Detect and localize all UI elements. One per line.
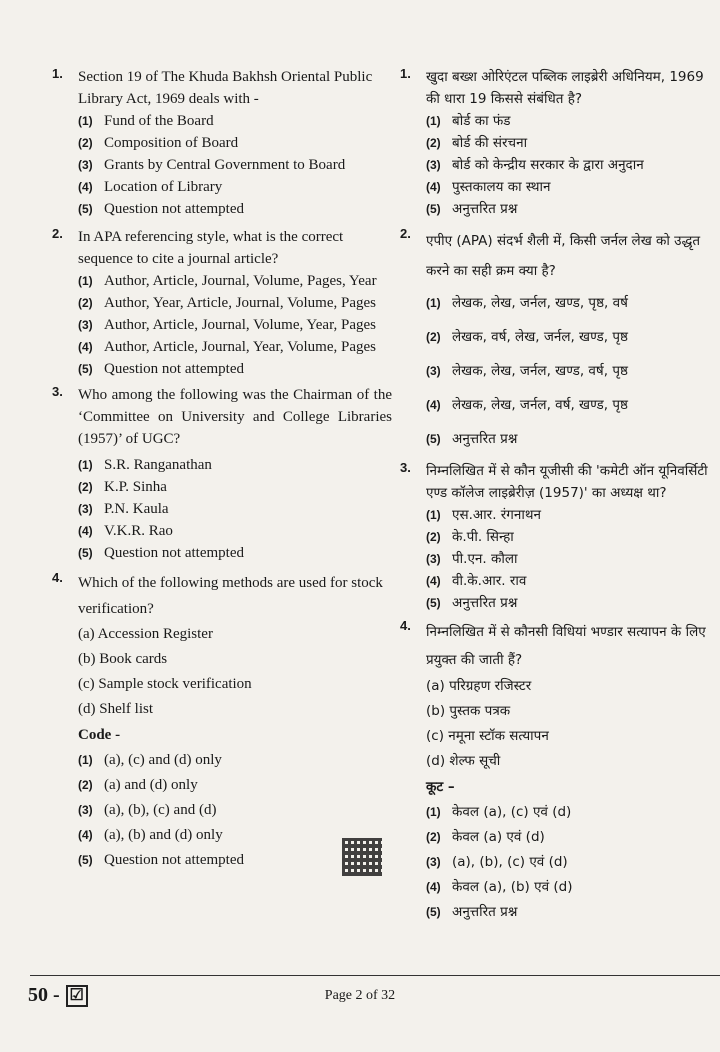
option-4: (4) केवल (a), (b) एवं (d) <box>426 879 573 895</box>
option-5: (5) अनुत्तरित प्रश्न <box>426 431 518 447</box>
option-4: (4) पुस्तकालय का स्थान <box>426 179 551 195</box>
option-4: (4) Author, Article, Journal, Year, Volume, Pages <box>78 339 376 355</box>
option-5: (5) Question not attempted <box>78 201 244 217</box>
item-c: (c) नमूना स्टॉक सत्यापन <box>426 728 549 744</box>
option-1: (1) S.R. Ranganathan <box>78 457 212 473</box>
question-text: निम्नलिखित में से कौन यूजीसी की 'कमेटी ऑन यूनिवर्सिटी एण्ड कॉलेज लाइब्रेरीज़ (1957)' का अध्यक्ष था? <box>426 463 708 501</box>
option-4: (4) लेखक, लेख, जर्नल, वर्ष, खण्ड, पृष्ठ <box>426 397 628 413</box>
option-2: (2) Composition of Board <box>78 135 239 151</box>
option-1: (1) बोर्ड का फंड <box>426 113 511 129</box>
option-2: (2) लेखक, वर्ष, लेख, जर्नल, खण्ड, पृष्ठ <box>426 329 628 345</box>
code-label: Code - <box>78 727 121 743</box>
option-5: (5) Question not attempted <box>78 361 244 377</box>
option-1: (1) केवल (a), (c) एवं (d) <box>426 804 572 820</box>
item-d: (d) Shelf list <box>78 701 153 717</box>
question-number: 4. <box>52 570 63 585</box>
option-1: (1) Fund of the Board <box>78 113 214 129</box>
item-c: (c) Sample stock verification <box>78 676 252 692</box>
question-4-en <box>52 570 392 873</box>
question-3-hi <box>400 460 720 614</box>
option-5: (5) अनुत्तरित प्रश्न <box>426 201 518 217</box>
option-3: (3) P.N. Kaula <box>78 501 169 517</box>
question-text: Who among the following was the Chairman of the ‘Committee on University and College Libraries (1957)’ of UGC? <box>78 387 392 447</box>
option-3: (3) (a), (b), (c) and (d) <box>78 802 217 818</box>
option-3: (3) लेखक, लेख, जर्नल, खण्ड, वर्ष, पृष्ठ <box>426 363 628 379</box>
question-text: Section 19 of The Khuda Bakhsh Oriental Public Library Act, 1969 deals with - <box>78 69 373 107</box>
option-4: (4) (a), (b) and (d) only <box>78 827 223 843</box>
item-d: (d) शेल्फ सूची <box>426 753 501 769</box>
option-2: (2) (a) and (d) only <box>78 777 198 793</box>
checkbox-icon: ☑ <box>66 985 88 1007</box>
option-4: (4) Location of Library <box>78 179 223 195</box>
question-text: एपीए (APA) संदर्भ शैली में, किसी जर्नल लेख को उद्धृत करने का सही क्रम क्या है? <box>426 233 701 279</box>
question-text: निम्नलिखित में से कौनसी विधियां भण्डार सत्यापन के लिए प्रयुक्त की जाती हैं? <box>426 624 706 668</box>
item-a: (a) परिग्रहण रजिस्टर <box>426 678 532 694</box>
paper-code-text: 50 - <box>28 984 60 1006</box>
option-3: (3) (a), (b), (c) एवं (d) <box>426 854 568 870</box>
question-number: 2. <box>400 226 411 241</box>
option-1: (1) एस.आर. रंगनाथन <box>426 507 542 523</box>
option-5: (5) Question not attempted <box>78 852 244 868</box>
item-b: (b) पुस्तक पत्रक <box>426 703 511 719</box>
option-2: (2) K.P. Sinha <box>78 479 167 495</box>
question-number: 1. <box>52 66 63 81</box>
option-2: (2) के.पी. सिन्हा <box>426 529 514 545</box>
option-3: (3) पी.एन. कौला <box>426 551 518 567</box>
option-3: (3) Author, Article, Journal, Volume, Year, Pages <box>78 317 376 333</box>
english-column <box>52 62 392 873</box>
hindi-column <box>400 62 720 925</box>
question-text: In APA referencing style, what is the correct sequence to cite a journal article? <box>78 229 344 267</box>
handwritten-note <box>360 20 720 61</box>
option-1: (1) Author, Article, Journal, Volume, Pages, Year <box>78 273 377 289</box>
page-number: Page 2 of 32 <box>324 988 396 1003</box>
question-3-en <box>52 384 392 564</box>
question-number: 1. <box>400 66 411 81</box>
question-2-hi <box>400 226 720 456</box>
item-b: (b) Book cards <box>78 651 168 667</box>
option-3: (3) Grants by Central Government to Board <box>78 157 346 173</box>
question-number: 2. <box>52 226 63 241</box>
item-a: (a) Accession Register <box>78 626 213 642</box>
option-2: (2) केवल (a) एवं (d) <box>426 829 545 845</box>
option-4: (4) V.K.R. Rao <box>78 523 173 539</box>
qr-code-icon <box>342 838 382 876</box>
footer-divider <box>30 975 720 976</box>
question-2-en <box>52 226 392 380</box>
option-3: (3) बोर्ड को केन्द्रीय सरकार के द्वारा अनुदान <box>426 157 644 173</box>
option-2: (2) बोर्ड की संरचना <box>426 135 528 151</box>
question-text: Which of the following methods are used for stock verification? <box>78 575 383 617</box>
option-1: (1) (a), (c) and (d) only <box>78 752 222 768</box>
question-text: खुदा बख्श ओरिएंटल पब्लिक लाइब्रेरी अधिनियम, 1969 की धारा 19 किससे संबंधित है? <box>426 69 704 107</box>
question-1-hi <box>400 66 720 220</box>
question-1-en <box>52 66 392 220</box>
option-4: (4) वी.के.आर. राव <box>426 573 527 589</box>
question-4-hi <box>400 618 720 925</box>
option-5: (5) अनुत्तरित प्रश्न <box>426 595 518 611</box>
option-5: (5) Question not attempted <box>78 545 244 561</box>
code-label: कूट – <box>426 779 455 795</box>
question-number: 3. <box>400 460 411 475</box>
question-number: 3. <box>52 384 63 399</box>
option-1: (1) लेखक, लेख, जर्नल, खण्ड, पृष्ठ, वर्ष <box>426 295 628 311</box>
question-number: 4. <box>400 618 411 633</box>
option-5: (5) अनुत्तरित प्रश्न <box>426 904 518 920</box>
option-2: (2) Author, Year, Article, Journal, Volume, Pages <box>78 295 376 311</box>
